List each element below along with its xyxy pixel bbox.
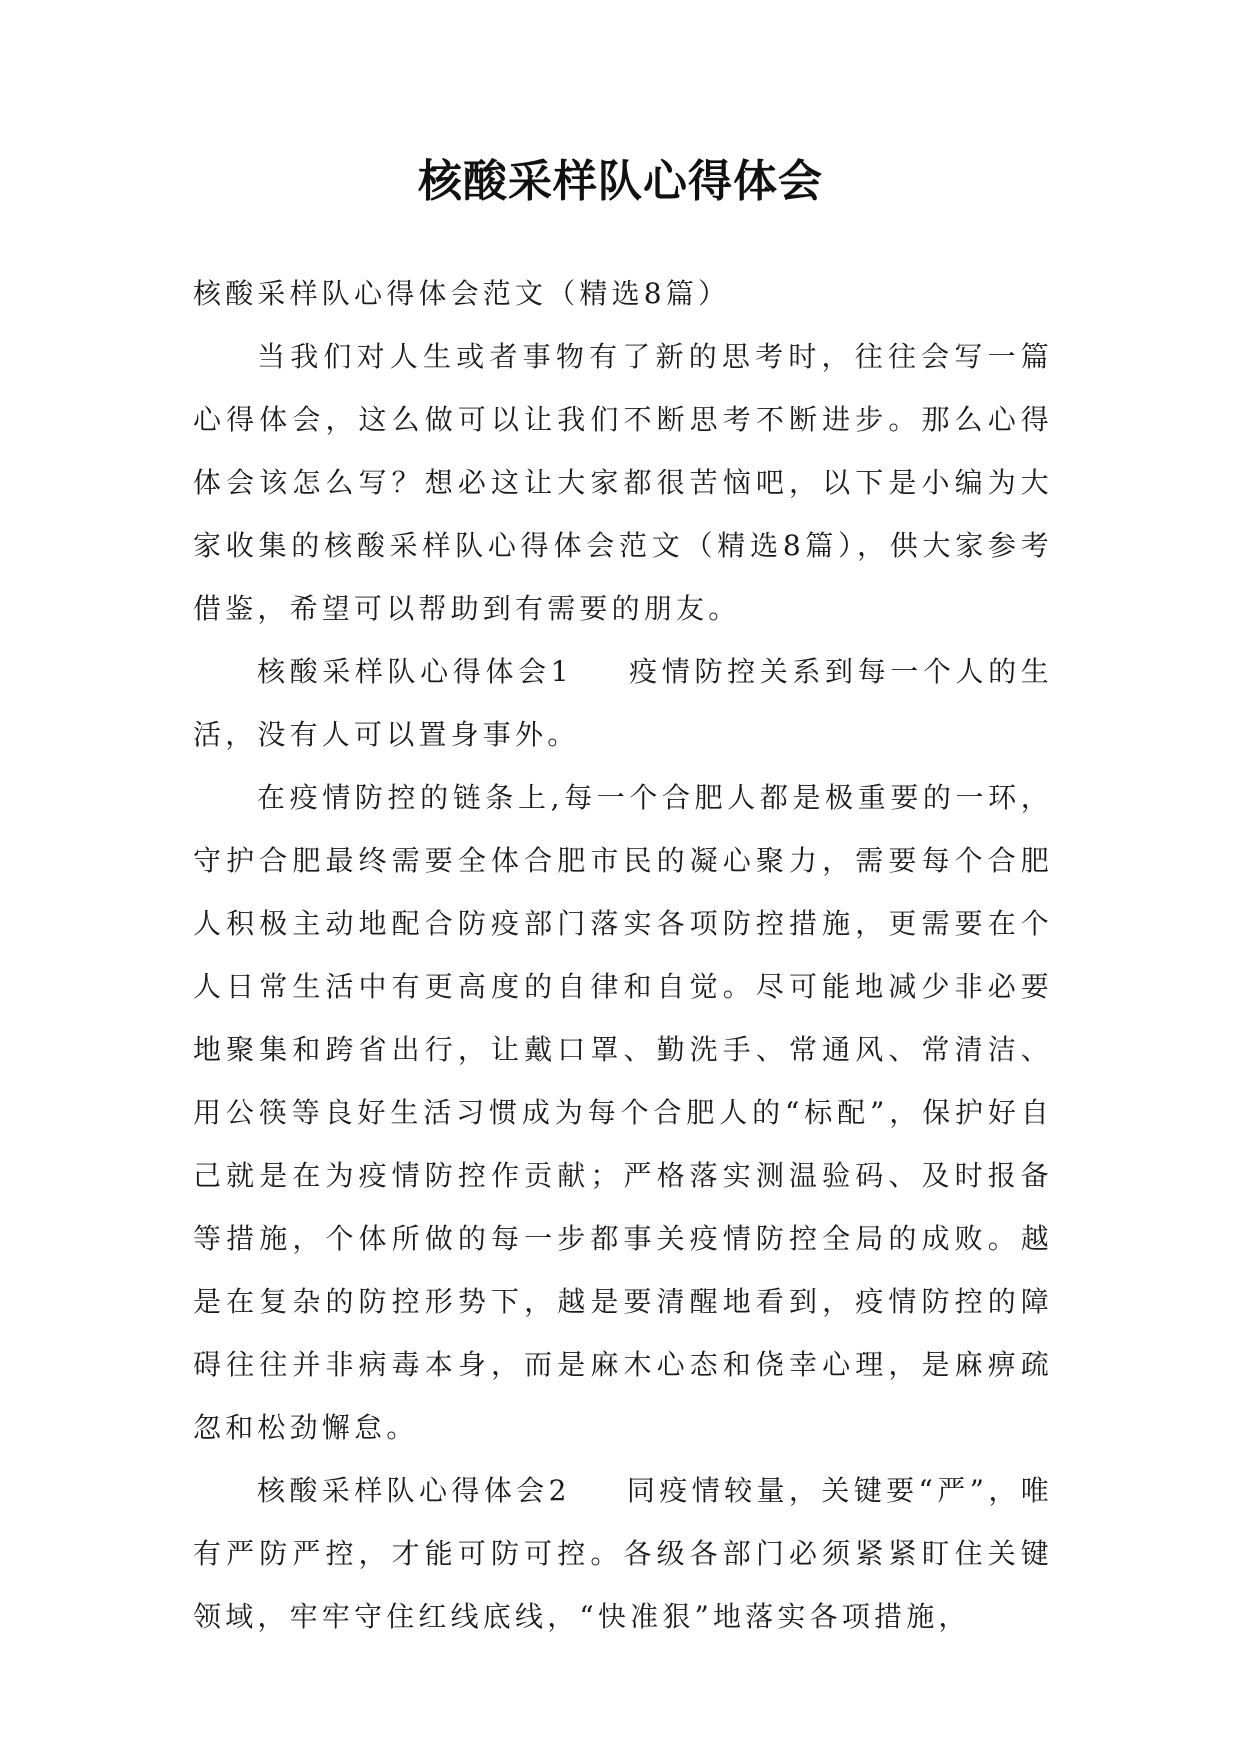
section-1-lead: 疫情防控关系到每一个人的生活，没有人可以置身事外。 [193,655,1053,751]
section-2-lead: 同疫情较量，关键要“严”，唯有严防严控，才能可防可控。各级各部门必须紧紧盯住关键领域，牢牢守住红线底线，“快准狠”地落实各项措施， [193,1474,1053,1633]
section-2-lead-paragraph [193,1459,1053,1648]
section-1-paragraph: 在疫情防控的链条上,每一个合肥人都是极重要的一环，守护合肥最终需要全体合肥市民的凝心聚力，需要每个合肥人积极主动地配合防疫部门落实各项防控措施，更需要在个人日常生活中有更高度的自律和自觉。尽可能地减少非必要地聚集和跨省出行，让戴口罩、勤洗手、常通风、常清洁、用公筷等良好生活习惯成为每个合肥人的“标配”，保护好自己就是在为疫情防控作贡献；严格落实测温验码、及时报备等措施，个体所做的每一步都事关疫情防控全局的成败。越是在复杂的防控形势下，越是要清醒地看到，疫情防控的障碍往往并非病毒本身，而是麻木心态和侥幸心理，是麻痹疏忽和松劲懈怠。 [193,781,1053,1444]
document-title: 核酸采样队心得体会 [418,156,823,207]
document-subtitle: 核酸采样队心得体会范文（精选8篇） [193,277,731,310]
section-2-heading: 核酸采样队心得体会2 [257,1474,571,1507]
intro-paragraph: 当我们对人生或者事物有了新的思考时，往往会写一篇心得体会，这么做可以让我们不断思考不断进步。那么心得体会该怎么写？想必这让大家都很苦恼吧，以下是小编为大家收集的核酸采样队心得体会范文（精选8篇），供大家参考借鉴，希望可以帮助到有需要的朋友。 [193,340,1053,625]
document-body [193,262,1053,1648]
section-1-heading: 核酸采样队心得体会1 [257,655,573,688]
section-1-lead-paragraph [193,640,1053,766]
